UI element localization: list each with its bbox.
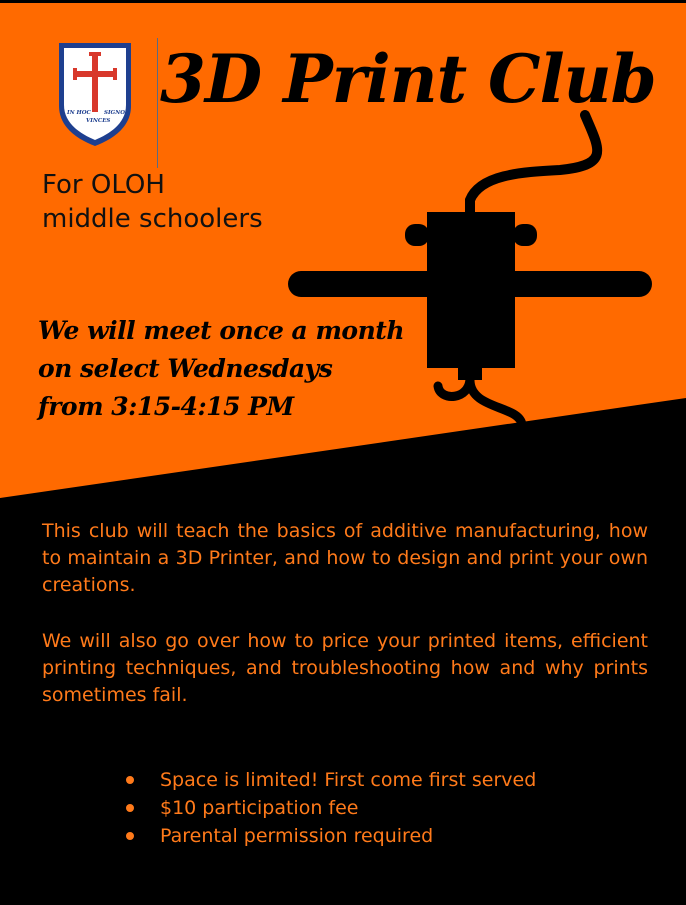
meeting-line: We will meet once a month [38, 316, 404, 345]
svg-text:IN HOC: IN HOC [67, 110, 91, 116]
audience-line: middle schoolers [42, 204, 263, 234]
meeting-line: on select Wednesdays [38, 354, 333, 383]
school-crest-icon [56, 40, 134, 148]
page-title: 3D Print Club [160, 40, 656, 118]
meeting-schedule [38, 312, 404, 426]
list-item [122, 822, 536, 850]
requirements-list [122, 766, 536, 850]
meeting-line: from 3:15-4:15 PM [38, 392, 294, 421]
svg-text:VINCES: VINCES [86, 118, 111, 124]
list-item-text: Parental permission required [160, 825, 434, 847]
list-item-text: Space is limited! First come first served [160, 769, 537, 791]
list-item [122, 766, 536, 794]
description-paragraph: This club will teach the basics of additive manufacturing, how to maintain a 3D Printer, and how to design and print your own creations. [42, 520, 648, 596]
audience-text [42, 168, 263, 236]
bullet-icon [126, 832, 134, 840]
svg-text:SIGNO: SIGNO [104, 110, 126, 116]
audience-line: For OLOH [42, 170, 165, 200]
list-item-text: $10 participation fee [160, 797, 359, 819]
bullet-icon [126, 804, 134, 812]
bullet-icon [126, 776, 134, 784]
header-divider [157, 38, 158, 168]
list-item [122, 794, 536, 822]
description-paragraph: We will also go over how to price your printed items, efficient printing techniques, and troubleshooting how and why prints sometimes fail. [42, 630, 648, 706]
